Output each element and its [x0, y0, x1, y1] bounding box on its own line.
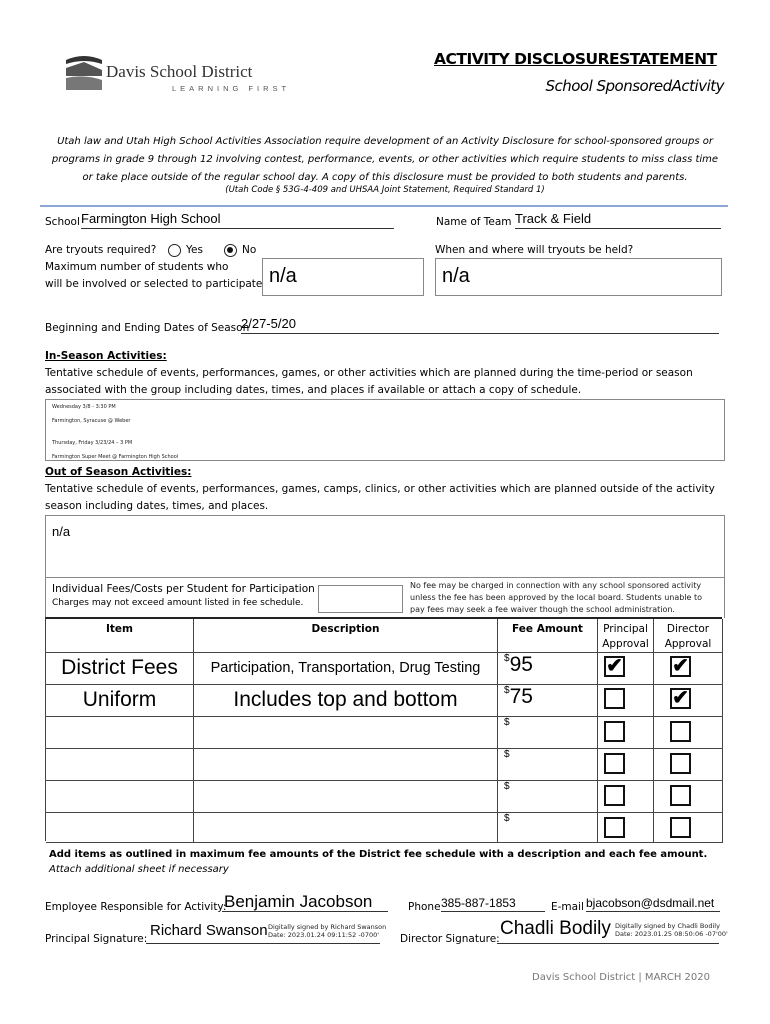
- fee-note: unless the fee has been approved by the local board. Students unable to: [410, 593, 703, 602]
- page-subtitle: School SponsoredActivity: [545, 77, 724, 95]
- email-field[interactable]: bjacobson@dsdmail.net: [586, 896, 720, 912]
- currency-symbol: $: [504, 685, 510, 696]
- school-field[interactable]: Farmington High School: [81, 211, 394, 229]
- tryouts-where-value: n/a: [442, 265, 470, 287]
- max-students-label: will be involved or selected to participate: [45, 278, 263, 290]
- table-row-amount[interactable]: [498, 685, 598, 717]
- citation: (Utah Code § 53G-4-409 and UHSAA Joint Statement, Required Standard 1): [225, 185, 545, 195]
- principal-approval-checkbox[interactable]: [604, 785, 625, 806]
- schedule-entry: Thursday, Friday 3/23/24 – 3 PM: [52, 440, 133, 446]
- director-approval-checkbox[interactable]: [670, 753, 691, 774]
- col-header-director: [654, 619, 723, 653]
- principal-signature-label: Principal Signature:: [45, 933, 148, 945]
- email-label: E-mail: [551, 901, 584, 913]
- fee-note: pay fees may seek a fee waiver though the school administration.: [410, 605, 675, 614]
- intro-line: programs in grade 9 through 12 involving contest, performance, events, or other activities which require students to miss class time: [51, 154, 719, 165]
- yes-label: Yes: [186, 244, 203, 256]
- fees-label: Individual Fees/Costs per Student for Participation: [52, 583, 315, 595]
- in-season-description: Tentative schedule of events, performances, games, or other activities which are planned during the time-period or season: [45, 367, 693, 379]
- fee-footnote: Add items as outlined in maximum fee amounts of the District fee schedule with a description and each fee amount.: [49, 849, 708, 860]
- fees-sublabel: Charges may not exceed amount listed in fee schedule.: [52, 598, 304, 608]
- no-radio[interactable]: [224, 244, 237, 257]
- currency-symbol: $: [504, 813, 510, 824]
- principal-signature-name: Richard Swanson: [150, 922, 268, 939]
- employee-field[interactable]: Benjamin Jacobson: [222, 892, 388, 912]
- intro-line: Utah law and Utah High School Activities Association require development of an Activity Disclosure for school-sponsored groups or: [57, 136, 713, 147]
- out-season-heading: Out of Season Activities:: [45, 466, 192, 478]
- item-value: Uniform: [82, 688, 157, 711]
- in-season-description: associated with the group including dates, times, and places if available or attach a copy of schedule.: [45, 384, 582, 396]
- in-season-heading: In-Season Activities:: [45, 350, 167, 362]
- header-divider: [40, 205, 728, 207]
- col-header-item: [46, 619, 194, 653]
- director-signature-label: Director Signature:: [400, 933, 500, 945]
- col-header-director-label: Approval: [664, 638, 712, 650]
- principal-digital-signature: Digitally signed by Richard Swanson: [268, 923, 387, 931]
- director-approval-checkbox[interactable]: [670, 785, 691, 806]
- out-season-description: Tentative schedule of events, performances, games, camps, clinics, or other activities which are planned outside of the activity: [45, 483, 715, 495]
- fee-footnote-attach: Attach additional sheet if necessary: [49, 864, 229, 875]
- out-season-value: n/a: [52, 524, 71, 539]
- director-approval-checkbox[interactable]: ✔: [670, 656, 691, 677]
- item-value: District Fees: [61, 656, 178, 679]
- phone-label: Phone: [408, 901, 441, 913]
- col-header-description: [194, 619, 498, 653]
- col-header-principal-label: Approval: [602, 638, 649, 650]
- tryouts-label: Are tryouts required?: [45, 244, 157, 256]
- currency-symbol: $: [504, 749, 510, 760]
- director-signature-name: Chadli Bodily: [500, 918, 611, 939]
- table-row-item[interactable]: [46, 749, 194, 781]
- col-header-principal: [598, 619, 654, 653]
- team-label: Name of Team: [436, 216, 512, 228]
- intro-line: or take place outside of the regular school day. A copy of this disclosure must be provided to both students and parents.: [82, 172, 688, 183]
- table-row-description[interactable]: [194, 781, 498, 813]
- table-row-description[interactable]: [194, 685, 498, 717]
- director-approval-checkbox[interactable]: ✔: [670, 688, 691, 709]
- table-row-description[interactable]: [194, 717, 498, 749]
- principal-approval-checkbox[interactable]: [604, 817, 625, 838]
- schedule-entry: Wednesday 3/8 - 3:30 PM: [52, 404, 116, 410]
- max-students-label: Maximum number of students who: [45, 261, 229, 273]
- table-row-description[interactable]: [194, 653, 498, 685]
- intro-text: [40, 133, 730, 187]
- director-approval-checkbox[interactable]: [670, 817, 691, 838]
- out-season-description: season including dates, times, and places.: [45, 500, 269, 512]
- season-dates-label: Beginning and Ending Dates of Season: [45, 322, 250, 334]
- page-footer: Davis School District | MARCH 2020: [532, 972, 710, 983]
- in-season-schedule-field[interactable]: [45, 399, 725, 461]
- mountain-icon: [64, 50, 104, 92]
- principal-approval-checkbox[interactable]: [604, 753, 625, 774]
- school-label: School: [45, 216, 80, 228]
- col-header-principal-label: Principal: [603, 623, 648, 635]
- table-row-item[interactable]: [46, 685, 194, 717]
- where-label: When and where will tryouts be held?: [435, 244, 634, 256]
- principal-approval-checkbox[interactable]: ✔: [604, 656, 625, 677]
- director-digital-date: Date: 2023.01.25 08:50:06 -07'00': [615, 930, 728, 938]
- phone-field[interactable]: 385-887-1853: [441, 896, 545, 912]
- table-row-description[interactable]: [194, 813, 498, 843]
- schedule-entry: Farmington Super Meet @ Farmington High School: [52, 454, 179, 460]
- radio-selected-dot: [227, 247, 233, 253]
- table-row-item[interactable]: [46, 653, 194, 685]
- col-header-amount: [498, 619, 598, 653]
- no-label: No: [242, 244, 257, 256]
- yes-radio[interactable]: [168, 244, 181, 257]
- director-digital-signature: Digitally signed by Chadli Bodily: [615, 922, 720, 930]
- table-row-amount[interactable]: [498, 749, 598, 781]
- description-value: Participation, Transportation, Drug Testing: [210, 660, 481, 676]
- table-row-amount[interactable]: [498, 653, 598, 685]
- fee-total-field[interactable]: [318, 585, 403, 613]
- district-tagline: LEARNING FIRST: [172, 84, 291, 93]
- table-row-description[interactable]: [194, 749, 498, 781]
- table-row-amount[interactable]: [498, 717, 598, 749]
- currency-symbol: $: [504, 781, 510, 792]
- page-title: ACTIVITY DISCLOSURESTATEMENT: [434, 50, 717, 68]
- district-name: Davis School District: [106, 62, 253, 81]
- tryouts-where-field[interactable]: [435, 258, 722, 296]
- col-header-description-label: Description: [311, 623, 380, 635]
- table-row-amount[interactable]: [498, 781, 598, 813]
- team-field[interactable]: Track & Field: [515, 211, 721, 229]
- table-row-item[interactable]: [46, 813, 194, 843]
- employee-label: Employee Responsible for Activity:: [45, 901, 227, 913]
- director-approval-checkbox[interactable]: [670, 721, 691, 742]
- principal-approval-checkbox[interactable]: [604, 721, 625, 742]
- district-logo: [64, 50, 104, 92]
- schedule-entry: Farmington, Syracuse @ Weber: [52, 418, 131, 424]
- currency-symbol: $: [504, 653, 510, 664]
- out-season-schedule-field[interactable]: [45, 515, 725, 578]
- max-students-field[interactable]: [262, 258, 424, 296]
- max-students-value: n/a: [269, 265, 297, 287]
- fee-note: No fee may be charged in connection with any school sponsored activity: [410, 581, 702, 590]
- amount-value: 95: [509, 653, 533, 676]
- table-row-amount[interactable]: [498, 813, 598, 843]
- col-header-item-label: Item: [106, 623, 133, 635]
- amount-value: 75: [509, 685, 533, 708]
- currency-symbol: $: [504, 717, 510, 728]
- principal-digital-date: Date: 2023.01.24 09:11:52 -0700': [268, 931, 380, 939]
- principal-approval-checkbox[interactable]: [604, 688, 625, 709]
- table-row-item[interactable]: [46, 781, 194, 813]
- col-header-director-label: Director: [666, 623, 710, 635]
- table-row-item[interactable]: [46, 717, 194, 749]
- col-header-amount-label: Fee Amount: [512, 623, 583, 635]
- season-dates-field[interactable]: 2/27-5/20: [241, 316, 719, 334]
- description-value: Includes top and bottom: [233, 688, 458, 711]
